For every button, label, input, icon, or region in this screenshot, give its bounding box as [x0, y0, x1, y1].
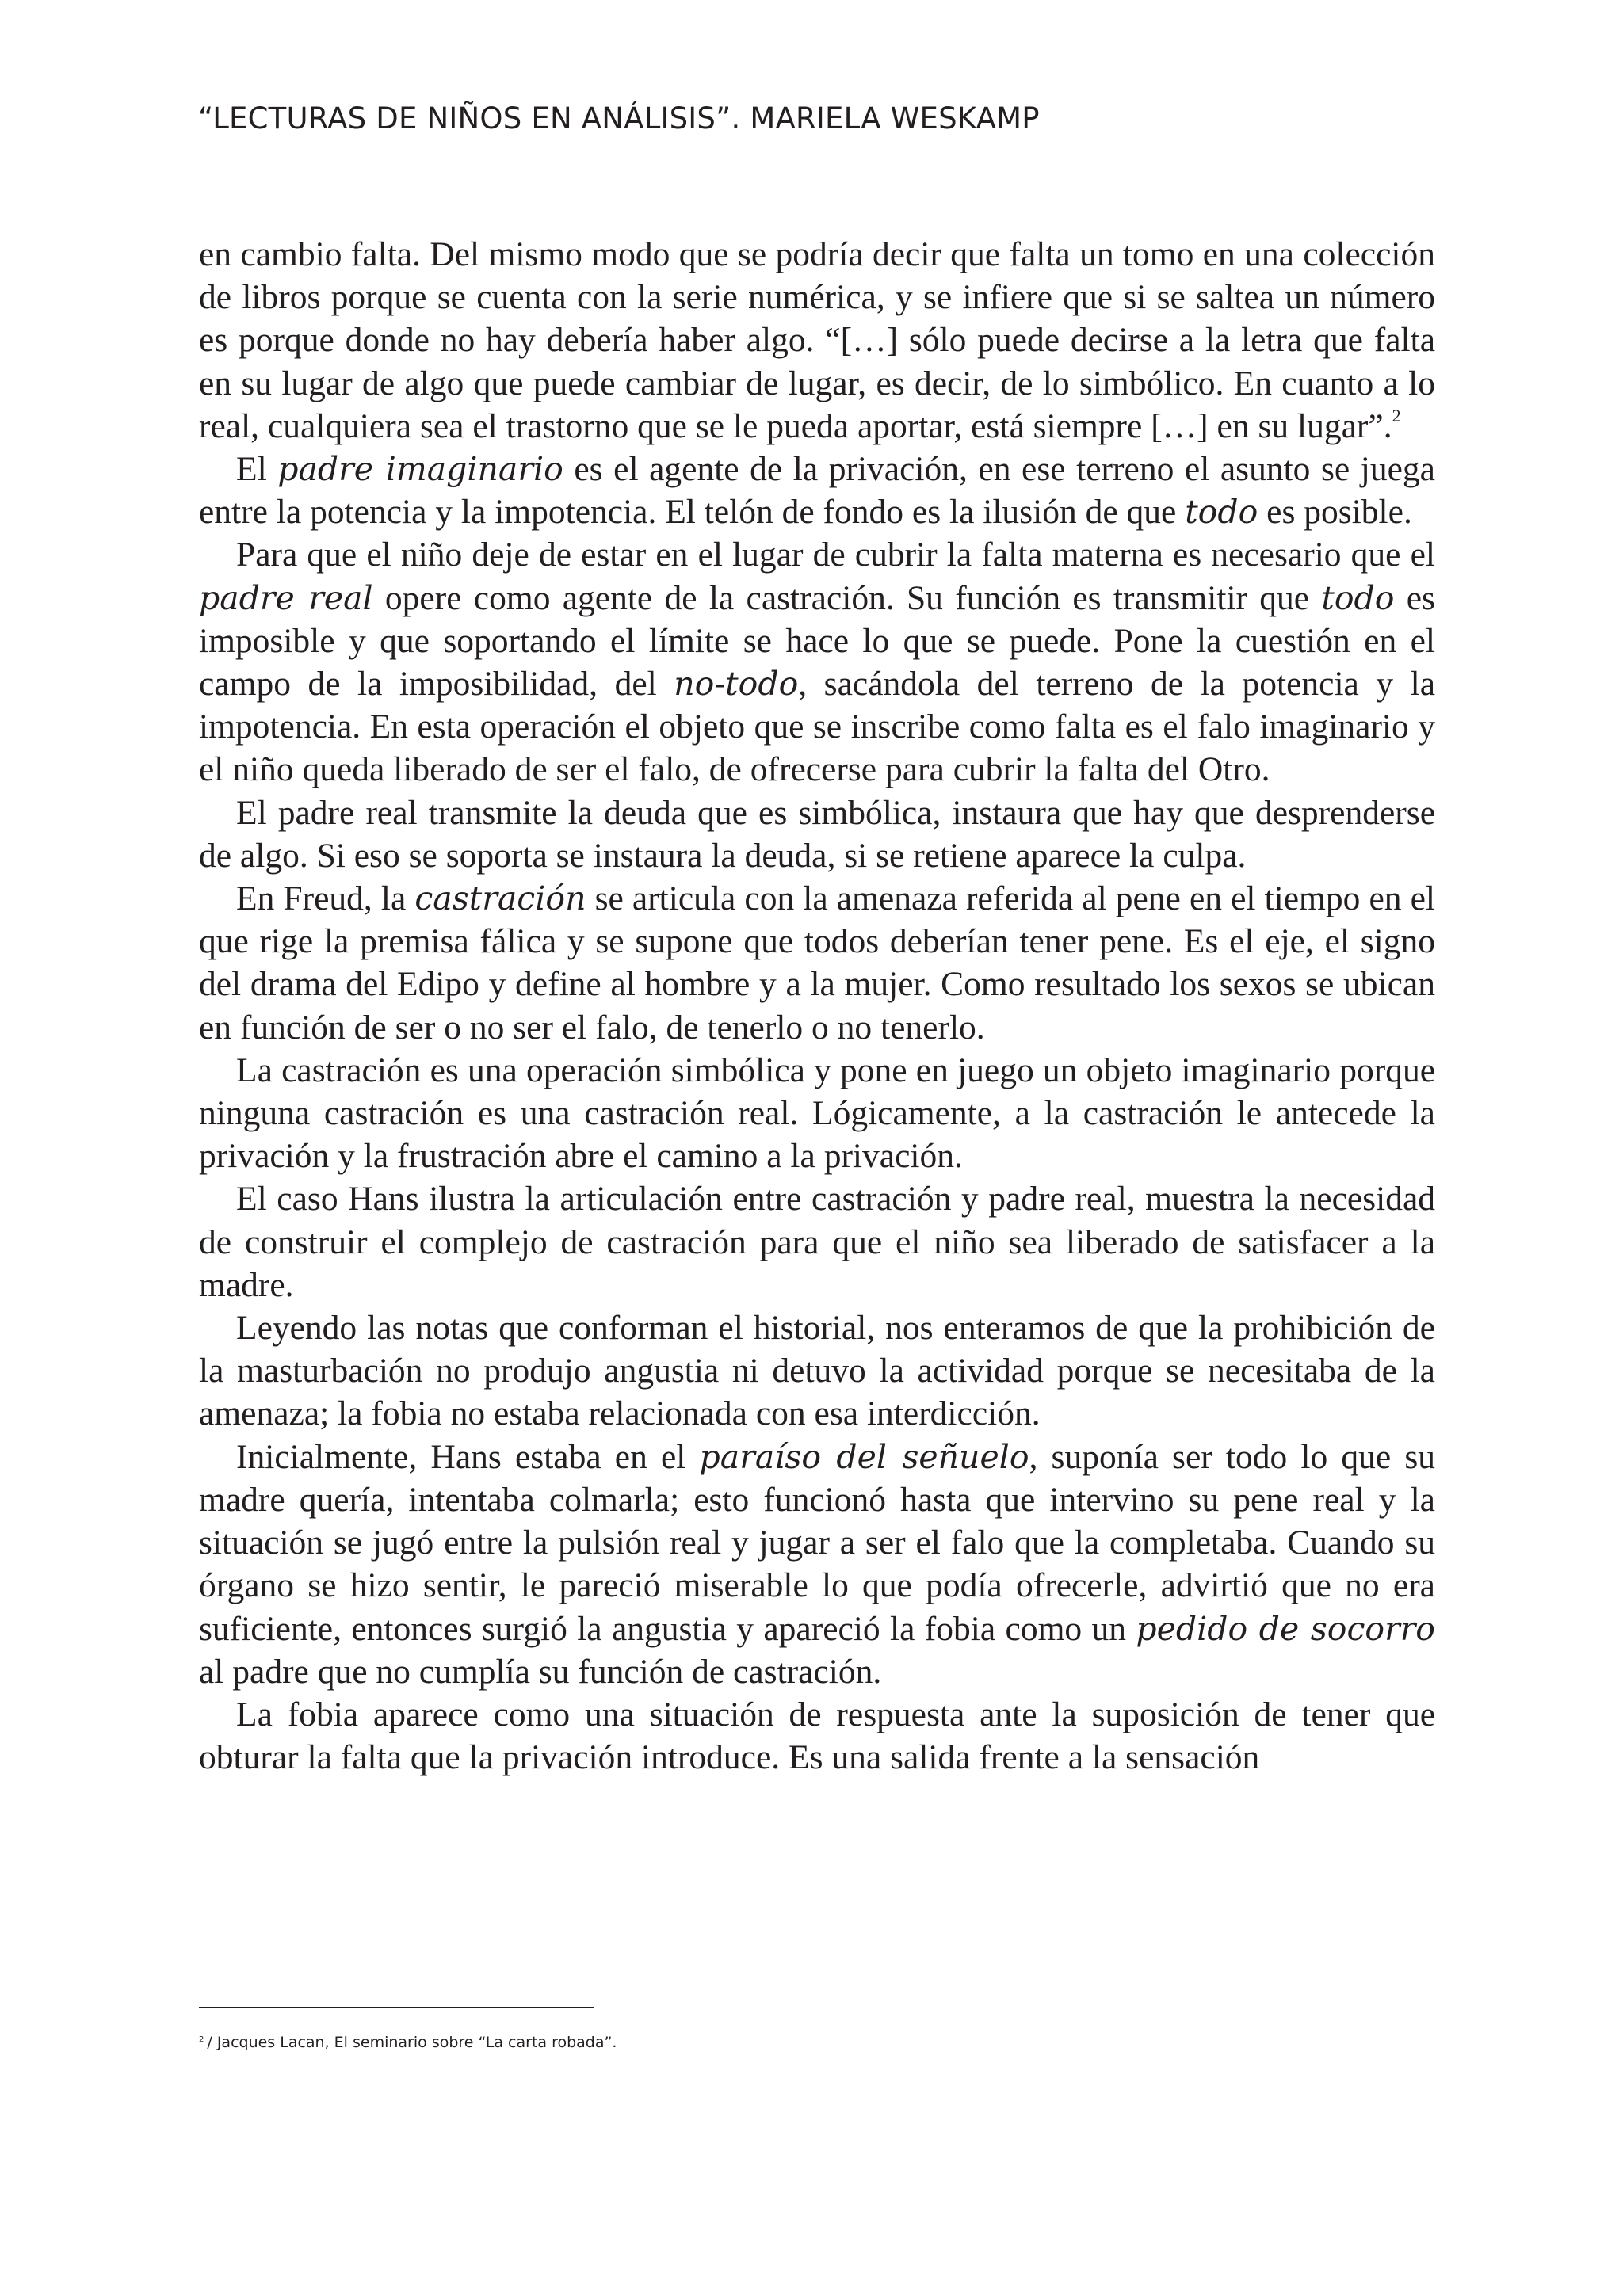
paragraph-5 — [199, 877, 1435, 1049]
emphasis-castracion: castración — [414, 879, 586, 918]
paragraph-2 — [199, 448, 1435, 533]
paragraph-3-text-d: , sacándola del terreno de la potencia y la impotencia. En esta operación el objeto que se inscribe como falta es el falo imaginario y el niño queda liberado de ser el falo, de ofrecerse para cubrir la falta del Otro. — [199, 665, 1435, 789]
paragraph-5-text-b: se articula con la amenaza referida al pene en el tiempo en el que rige la premisa fálica y se supone que todos deberían tener pene. Es el eje, el signo del drama del Edipo y define al hombre y a la mujer. Como resultado los sexos se ubican en función de ser o no ser el falo, de tenerlo o no tenerlo. — [199, 879, 1436, 1047]
paragraph-3-text-b: opere como agente de la castración. Su función es transmitir que — [372, 578, 1322, 617]
paragraph-9-text-b: , suponía ser todo lo que su madre quería, intentaba colmarla; esto funcionó hasta que intervino su pene real y la situación se jugó entre la pulsión real y jugar a ser el falo que la completaba. Cuando su órgano se hizo sentir, le pareció miserable lo que podía ofrecerle, advirtió que no era suficiente, entonces surgió la angustia y apareció la fobia como un — [199, 1437, 1435, 1648]
paragraph-9-text-a: Inicialmente, Hans estaba en el — [236, 1437, 700, 1476]
paragraph-2-text-c: es posible. — [1258, 493, 1412, 532]
footnote-reference[interactable]: 2 — [1392, 406, 1401, 426]
paragraph-5-text-a: En Freud, la — [236, 879, 415, 918]
paragraph-2-text-b: es el agente de la privación, en ese terreno el asunto se juega entre la potencia y la impotencia. El telón de fondo es la ilusión de que — [199, 450, 1435, 532]
paragraph-9-text-c: al padre que no cumplía su función de castración. — [199, 1652, 882, 1691]
paragraph-1 — [199, 233, 1435, 448]
paragraph-2-text-a: El — [236, 450, 278, 489]
footnote-divider — [199, 2007, 594, 2008]
paragraph-3 — [199, 533, 1435, 791]
paragraph-1-text: en cambio falta. Del mismo modo que se podría decir que falta un tomo en una colección de libros porque se cuenta con la serie numérica, y se infiere que si se saltea un número es porque donde no hay debería haber algo. “[…] sólo puede decirse a la letra que falta en su lugar de algo que puede cambiar de lugar, es decir, de lo simbólico. En cuanto a lo real, cualquiera sea el trastorno que se le pueda aportar, está siempre […] en su lugar”. — [199, 235, 1435, 445]
paragraph-3-text-c: es imposible y que soportando el límite se hace lo que se puede. Pone la cuestión en el campo de la imposibilidad, del — [199, 578, 1435, 704]
paragraph-9 — [199, 1436, 1435, 1693]
emphasis-pedido-de-socorro: pedido de socorro — [1136, 1609, 1435, 1648]
footnote — [199, 2034, 1388, 2051]
emphasis-padre-real: padre real — [199, 578, 373, 617]
emphasis-paraiso-del-senuelo: paraíso del señuelo — [699, 1437, 1029, 1476]
paragraph-7: El caso Hans ilustra la articulación entre castración y padre real, muestra la necesidad de construir el complejo de castración para que el niño sea liberado de satisfacer a la madre. — [199, 1180, 1435, 1304]
paragraph-3-text-a: Para que el niño deje de estar en el lugar de cubrir la falta materna es necesario que el — [236, 536, 1435, 574]
footnote-number: 2 — [199, 2035, 204, 2044]
running-header: “LECTURAS DE NIÑOS EN ANÁLISIS”. MARIELA WESKAMP — [198, 101, 1040, 135]
body-text — [199, 233, 1435, 1779]
paragraph-8: Leyendo las notas que conforman el historial, nos enteramos de que la prohibición de la masturbación no produjo angustia ni detuvo la actividad porque se necesitaba de la amenaza; la fobia no estaba relacionada con esa interdicción. — [199, 1309, 1435, 1433]
emphasis-no-todo: no-todo — [674, 665, 799, 704]
emphasis-todo: todo — [1185, 493, 1258, 532]
emphasis-todo: todo — [1321, 578, 1395, 617]
paragraph-4: El padre real transmite la deuda que es simbólica, instaura que hay que desprenderse de algo. Si eso se soporta se instaura la deuda, si se retiene aparece la culpa. — [199, 793, 1435, 875]
emphasis-padre-imaginario: padre imaginario — [277, 450, 563, 489]
paragraph-6: La castración es una operación simbólica y pone en juego un objeto imaginario porque ninguna castración es una castración real. Lógicamente, a la castración le antecede la privación y la frustración abre el camino a la privación. — [199, 1051, 1435, 1176]
paragraph-10: La fobia aparece como una situación de respuesta ante la suposición de tener que obturar la falta que la privación introduce. Es una salida frente a la sensación — [199, 1695, 1435, 1777]
footnote-text: / Jacques Lacan, El seminario sobre “La carta robada”. — [207, 2034, 617, 2051]
